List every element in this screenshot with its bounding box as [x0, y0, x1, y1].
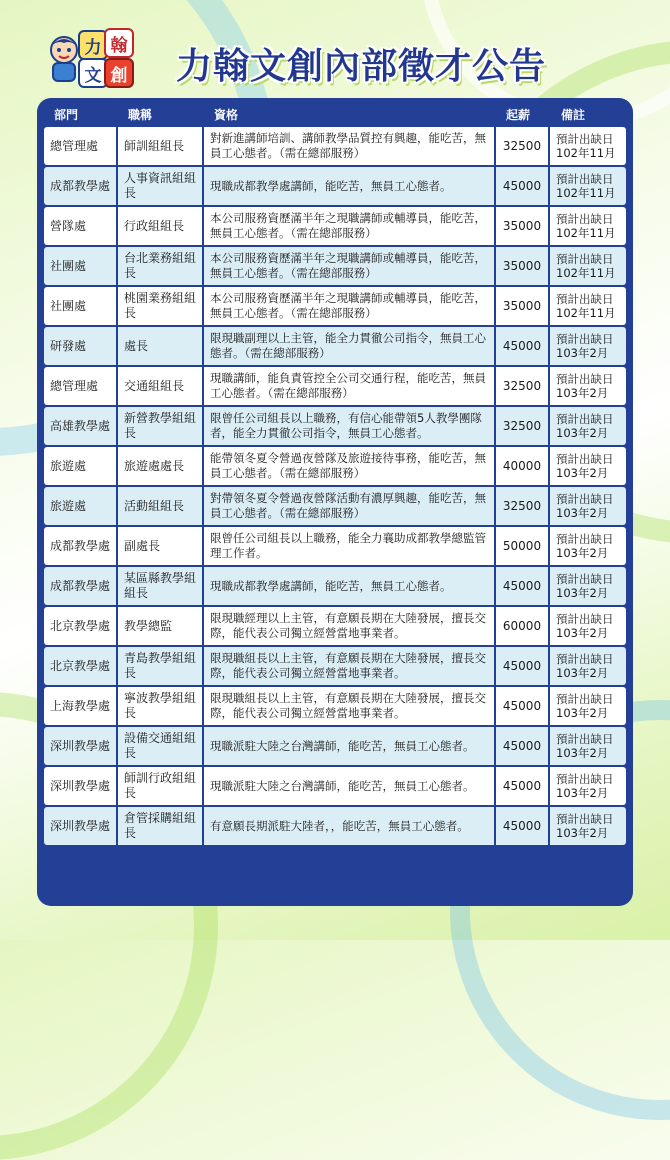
- position-cell: 新營教學組組長: [118, 407, 204, 445]
- position-cell: 交通組組長: [118, 367, 204, 405]
- logo-char: 文: [78, 58, 108, 88]
- qualification-cell: 限現職經理以上主管，有意願長期在大陸發展，擅長交際，能代表公司獨立經營當地事業者。: [204, 607, 496, 645]
- dept-cell: 旅遊處: [44, 487, 118, 525]
- salary-cell: 32500: [496, 127, 550, 165]
- note-cell: 預計出缺日103年2月: [550, 447, 626, 485]
- dept-cell: 成都教學處: [44, 527, 118, 565]
- header: [0, 0, 670, 96]
- note-cell: 預計出缺日103年2月: [550, 727, 626, 765]
- qualification-cell: 現職派駐大陸之台灣講師，能吃苦，無員工心態者。: [204, 767, 496, 805]
- qualification-cell: 現職派駐大陸之台灣講師，能吃苦，無員工心態者。: [204, 727, 496, 765]
- table-row: [44, 207, 626, 245]
- salary-cell: 45000: [496, 327, 550, 365]
- position-cell: 師訓組組長: [118, 127, 204, 165]
- table-row: [44, 367, 626, 405]
- table-row: [44, 807, 626, 845]
- table-row: [44, 167, 626, 205]
- qualification-cell: 限現職組長以上主管，有意願長期在大陸發展，擅長交際，能代表公司獨立經營當地事業者。: [204, 647, 496, 685]
- position-cell: 某區縣教學組組長: [118, 567, 204, 605]
- salary-cell: 32500: [496, 367, 550, 405]
- qualification-cell: 本公司服務資歷滿半年之現職講師或輔導員，能吃苦，無員工心態者。（需在總部服務）: [204, 247, 496, 285]
- page-title: 力翰文創內部徵才公告: [176, 46, 547, 87]
- dept-cell: 北京教學處: [44, 647, 118, 685]
- job-table: [44, 125, 626, 847]
- position-cell: 旅遊處處長: [118, 447, 204, 485]
- qualification-cell: 限曾任公司組長以上職務，能全力襄助成都教學總監管理工作者。: [204, 527, 496, 565]
- dept-cell: 北京教學處: [44, 607, 118, 645]
- salary-cell: 35000: [496, 287, 550, 325]
- note-cell: 預計出缺日103年2月: [550, 807, 626, 845]
- note-cell: 預計出缺日103年2月: [550, 607, 626, 645]
- position-cell: 倉管採購組組長: [118, 807, 204, 845]
- note-cell: 預計出缺日103年2月: [550, 687, 626, 725]
- qualification-cell: 現職成都教學處講師，能吃苦，無員工心態者。: [204, 567, 496, 605]
- salary-cell: 32500: [496, 407, 550, 445]
- salary-cell: 35000: [496, 207, 550, 245]
- position-cell: 青島教學組組長: [118, 647, 204, 685]
- table-row: [44, 447, 626, 485]
- qualification-cell: 有意願長期派駐大陸者，，能吃苦，無員工心態者。: [204, 807, 496, 845]
- qualification-cell: 對新進講師培訓、講師教學品質控有興趣，能吃苦，無員工心態者。（需在總部服務）: [204, 127, 496, 165]
- salary-cell: 45000: [496, 767, 550, 805]
- position-cell: 教學總監: [118, 607, 204, 645]
- dept-cell: 深圳教學處: [44, 807, 118, 845]
- dept-cell: 社團處: [44, 287, 118, 325]
- column-header-salary: 起薪: [506, 108, 531, 122]
- dept-cell: 高雄教學處: [44, 407, 118, 445]
- qualification-cell: 能帶領冬夏令營過夜營隊及旅遊接待事務，能吃苦，無員工心態者。（需在總部服務）: [204, 447, 496, 485]
- qualification-cell: 本公司服務資歷滿半年之現職講師或輔導員，能吃苦，無員工心態者。（需在總部服務）: [204, 287, 496, 325]
- position-cell: 行政組組長: [118, 207, 204, 245]
- position-cell: 寧波教學組組長: [118, 687, 204, 725]
- dept-cell: 深圳教學處: [44, 727, 118, 765]
- note-cell: 預計出缺日103年2月: [550, 567, 626, 605]
- note-cell: 預計出缺日103年2月: [550, 407, 626, 445]
- qualification-cell: 限現職副理以上主管，能全力貫徹公司指令，無員工心態者。（需在總部服務）: [204, 327, 496, 365]
- position-cell: 活動組組長: [118, 487, 204, 525]
- table-row: [44, 727, 626, 765]
- salary-cell: 35000: [496, 247, 550, 285]
- table-row: [44, 687, 626, 725]
- salary-cell: 45000: [496, 647, 550, 685]
- dept-cell: 旅遊處: [44, 447, 118, 485]
- position-cell: 處長: [118, 327, 204, 365]
- logo-char: 創: [104, 58, 134, 88]
- note-cell: 預計出缺日102年11月: [550, 247, 626, 285]
- position-cell: 師訓行政組組長: [118, 767, 204, 805]
- note-cell: 預計出缺日103年2月: [550, 327, 626, 365]
- salary-cell: 45000: [496, 727, 550, 765]
- table-row: [44, 327, 626, 365]
- dept-cell: 社團處: [44, 247, 118, 285]
- table-row: [44, 127, 626, 165]
- table-row: [44, 487, 626, 525]
- note-cell: 預計出缺日102年11月: [550, 287, 626, 325]
- note-cell: 預計出缺日103年2月: [550, 527, 626, 565]
- qualification-cell: 本公司服務資歷滿半年之現職講師或輔導員，能吃苦，無員工心態者。（需在總部服務）: [204, 207, 496, 245]
- note-cell: 預計出缺日103年2月: [550, 767, 626, 805]
- dept-cell: 上海教學處: [44, 687, 118, 725]
- table-row: [44, 527, 626, 565]
- note-cell: 預計出缺日103年2月: [550, 367, 626, 405]
- salary-cell: 50000: [496, 527, 550, 565]
- table-row: [44, 247, 626, 285]
- position-cell: 人事資訊組組長: [118, 167, 204, 205]
- salary-cell: 45000: [496, 687, 550, 725]
- salary-cell: 45000: [496, 567, 550, 605]
- position-cell: 副處長: [118, 527, 204, 565]
- column-header-dept: 部門: [54, 108, 79, 122]
- position-cell: 台北業務組組長: [118, 247, 204, 285]
- note-cell: 預計出缺日103年2月: [550, 487, 626, 525]
- note-cell: 預計出缺日103年2月: [550, 647, 626, 685]
- salary-cell: 60000: [496, 607, 550, 645]
- dept-cell: 研發處: [44, 327, 118, 365]
- dept-cell: 成都教學處: [44, 567, 118, 605]
- qualification-cell: 對帶領冬夏令營過夜營隊活動有濃厚興趣，能吃苦，無員工心態者。（需在總部服務）: [204, 487, 496, 525]
- column-header-position: 職稱: [128, 108, 153, 122]
- salary-cell: 45000: [496, 807, 550, 845]
- qualification-cell: 現職成都教學處講師，能吃苦，無員工心態者。: [204, 167, 496, 205]
- position-cell: 設備交通組組長: [118, 727, 204, 765]
- table-row: [44, 607, 626, 645]
- column-header-qualification: 資格: [214, 108, 239, 122]
- qualification-cell: 現職講師，能負責管控全公司交通行程，能吃苦，無員工心態者。（需在總部服務）: [204, 367, 496, 405]
- salary-cell: 40000: [496, 447, 550, 485]
- note-cell: 預計出缺日102年11月: [550, 207, 626, 245]
- salary-cell: 45000: [496, 167, 550, 205]
- logo-char: 力: [78, 30, 108, 60]
- note-cell: 預計出缺日102年11月: [550, 167, 626, 205]
- table-row: [44, 287, 626, 325]
- position-cell: 桃園業務組組長: [118, 287, 204, 325]
- qualification-cell: 限曾任公司組長以上職務，有信心能帶領5人教學團隊者，能全力貫徹公司指令，無員工心態者。: [204, 407, 496, 445]
- table-row: [44, 567, 626, 605]
- company-logo: [44, 26, 132, 86]
- qualification-cell: 限現職組長以上主管，有意願長期在大陸發展，擅長交際，能代表公司獨立經營當地事業者。: [204, 687, 496, 725]
- column-header-note: 備註: [561, 108, 586, 122]
- table-row: [44, 767, 626, 805]
- salary-cell: 32500: [496, 487, 550, 525]
- job-table-body: [44, 127, 626, 845]
- table-row: [44, 407, 626, 445]
- dept-cell: 深圳教學處: [44, 767, 118, 805]
- dept-cell: 營隊處: [44, 207, 118, 245]
- dept-cell: 總管理處: [44, 367, 118, 405]
- dept-cell: 總管理處: [44, 127, 118, 165]
- logo-char: 翰: [104, 28, 134, 58]
- table-row: [44, 647, 626, 685]
- dept-cell: 成都教學處: [44, 167, 118, 205]
- note-cell: 預計出缺日102年11月: [550, 127, 626, 165]
